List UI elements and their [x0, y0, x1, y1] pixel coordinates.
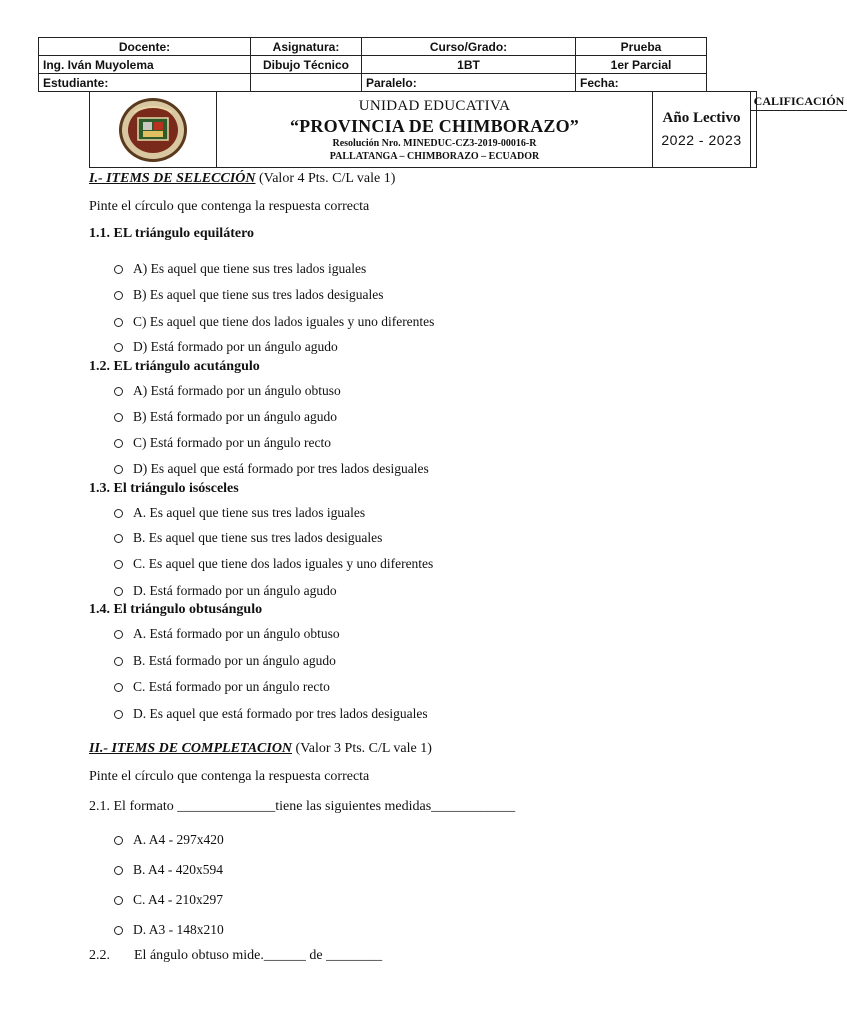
info-header-row — [39, 38, 707, 56]
option-1-2-a[interactable] — [114, 383, 341, 399]
option-2-1-d[interactable] — [114, 922, 224, 938]
curso-header: Curso/Grado: — [362, 38, 576, 56]
option-label: D. A3 - 148x210 — [133, 922, 224, 937]
option-label: D. Es aquel que está formado por tres lados desiguales — [133, 706, 428, 721]
option-1-4-a[interactable] — [114, 626, 340, 642]
school-header — [89, 91, 845, 168]
option-2-1-c[interactable] — [114, 892, 223, 908]
option-label: B) Está formado por un ángulo agudo — [133, 409, 337, 424]
section1-title: I.- ITEMS DE SELECCIÓN — [89, 171, 256, 186]
radio-circle-icon[interactable] — [114, 836, 123, 845]
fecha-label: Fecha: — [576, 74, 707, 92]
logo-cell — [90, 92, 217, 167]
school-name-line2: “PROVINCIA DE CHIMBORAZO” — [289, 116, 580, 136]
option-label: C. Está formado por un ángulo recto — [133, 679, 330, 694]
year-cell — [653, 92, 751, 167]
radio-circle-icon[interactable] — [114, 710, 123, 719]
section1-value-note: (Valor 4 Pts. C/L vale 1) — [255, 171, 396, 186]
radio-circle-icon[interactable] — [114, 343, 123, 352]
option-1-4-d[interactable] — [114, 706, 428, 722]
radio-circle-icon[interactable] — [114, 560, 123, 569]
option-label: D. Está formado por un ángulo agudo — [133, 583, 337, 598]
radio-circle-icon[interactable] — [114, 465, 123, 474]
docente-header: Docente: — [39, 38, 251, 56]
radio-circle-icon[interactable] — [114, 587, 123, 596]
option-label: C) Es aquel que tiene dos lados iguales y uno diferentes — [133, 314, 435, 329]
school-crest-logo — [94, 96, 212, 164]
asignatura-value: Dibujo Técnico — [251, 56, 362, 74]
option-1-2-b[interactable] — [114, 409, 337, 425]
option-label: C. A4 - 210x297 — [133, 892, 224, 907]
info-row-1 — [39, 56, 707, 74]
option-2-1-a[interactable] — [114, 832, 224, 848]
radio-circle-icon[interactable] — [114, 866, 123, 875]
radio-circle-icon[interactable] — [114, 509, 123, 518]
option-label: B. Es aquel que tiene sus tres lados desiguales — [133, 530, 383, 545]
prueba-value: 1er Parcial — [576, 56, 707, 74]
option-1-1-d[interactable] — [114, 339, 338, 355]
radio-circle-icon[interactable] — [114, 926, 123, 935]
paralelo-label: Paralelo: — [362, 74, 576, 92]
option-2-1-b[interactable] — [114, 862, 223, 878]
resolution-text: Resolución Nro. MINEDUC-CZ3-2019-00016-R — [332, 138, 537, 149]
radio-circle-icon[interactable] — [114, 630, 123, 639]
section2-heading — [89, 741, 432, 757]
option-1-1-b[interactable] — [114, 287, 383, 303]
option-label: C. Es aquel que tiene dos lados iguales y uno diferentes — [133, 556, 434, 571]
school-name-line1: UNIDAD EDUCATIVA — [358, 98, 511, 114]
section2-value-note: (Valor 3 Pts. C/L vale 1) — [292, 741, 432, 756]
question-1-4-title: 1.4. El triángulo obtusángulo — [89, 602, 263, 617]
section2-title: II.- ITEMS DE COMPLETACION — [89, 741, 293, 756]
question-2-2: El ángulo obtuso mide.______ de ________ — [134, 948, 383, 963]
question-1-2-title: 1.2. EL triángulo acutángulo — [89, 359, 260, 374]
year-label: Año Lectivo — [662, 110, 741, 126]
option-1-4-c[interactable] — [114, 679, 330, 695]
section1-heading — [89, 171, 395, 187]
docente-value: Ing. Iván Muyolema — [39, 56, 251, 74]
radio-circle-icon[interactable] — [114, 387, 123, 396]
location-text: PALLATANGA – CHIMBORAZO – ECUADOR — [329, 151, 540, 162]
info-table — [38, 37, 707, 92]
section1-instruction: Pinte el círculo que contenga la respuesta correcta — [89, 199, 370, 214]
grade-cell — [751, 92, 847, 167]
question-1-1-title: 1.1. EL triángulo equilátero — [89, 226, 255, 241]
option-label: A. Es aquel que tiene sus tres lados iguales — [133, 505, 366, 520]
estudiante-field[interactable] — [251, 74, 362, 92]
option-1-3-c[interactable] — [114, 556, 433, 572]
option-label: D) Es aquel que está formado por tres lados desiguales — [133, 461, 429, 476]
option-label: B. A4 - 420x594 — [133, 862, 224, 877]
radio-circle-icon[interactable] — [114, 896, 123, 905]
radio-circle-icon[interactable] — [114, 683, 123, 692]
question-2-2-number: 2.2. — [89, 948, 110, 963]
radio-circle-icon[interactable] — [114, 657, 123, 666]
school-name-cell — [217, 92, 653, 167]
option-label: B. Está formado por un ángulo agudo — [133, 653, 336, 668]
question-2-1: 2.1. El formato ______________tiene las siguientes medidas____________ — [89, 799, 516, 814]
option-label: D) Está formado por un ángulo agudo — [133, 339, 338, 354]
option-1-2-d[interactable] — [114, 461, 429, 477]
radio-circle-icon[interactable] — [114, 318, 123, 327]
option-1-2-c[interactable] — [114, 435, 331, 451]
option-label: C) Está formado por un ángulo recto — [133, 435, 331, 450]
year-value: 2022 - 2023 — [661, 132, 742, 148]
radio-circle-icon[interactable] — [114, 534, 123, 543]
option-label: A) Es aquel que tiene sus tres lados iguales — [133, 261, 367, 276]
question-1-3-title: 1.3. El triángulo isósceles — [89, 481, 239, 496]
curso-value: 1BT — [362, 56, 576, 74]
radio-circle-icon[interactable] — [114, 291, 123, 300]
info-row-2 — [39, 74, 707, 92]
option-label: A. A4 - 297x420 — [133, 832, 224, 847]
grade-label: CALIFICACIÓN — [751, 92, 847, 111]
section2-instruction: Pinte el círculo que contenga la respuesta correcta — [89, 769, 370, 784]
option-label: B) Es aquel que tiene sus tres lados desiguales — [133, 287, 384, 302]
option-1-3-b[interactable] — [114, 530, 382, 546]
radio-circle-icon[interactable] — [114, 265, 123, 274]
prueba-header: Prueba — [576, 38, 707, 56]
option-1-1-a[interactable] — [114, 261, 366, 277]
option-label: A) Está formado por un ángulo obtuso — [133, 383, 341, 398]
option-label: A. Está formado por un ángulo obtuso — [133, 626, 340, 641]
asignatura-header: Asignatura: — [251, 38, 362, 56]
option-1-3-d[interactable] — [114, 583, 337, 599]
radio-circle-icon[interactable] — [114, 439, 123, 448]
radio-circle-icon[interactable] — [114, 413, 123, 422]
option-1-3-a[interactable] — [114, 505, 365, 521]
estudiante-label: Estudiante: — [39, 74, 251, 92]
option-1-4-b[interactable] — [114, 653, 336, 669]
option-1-1-c[interactable] — [114, 314, 434, 330]
